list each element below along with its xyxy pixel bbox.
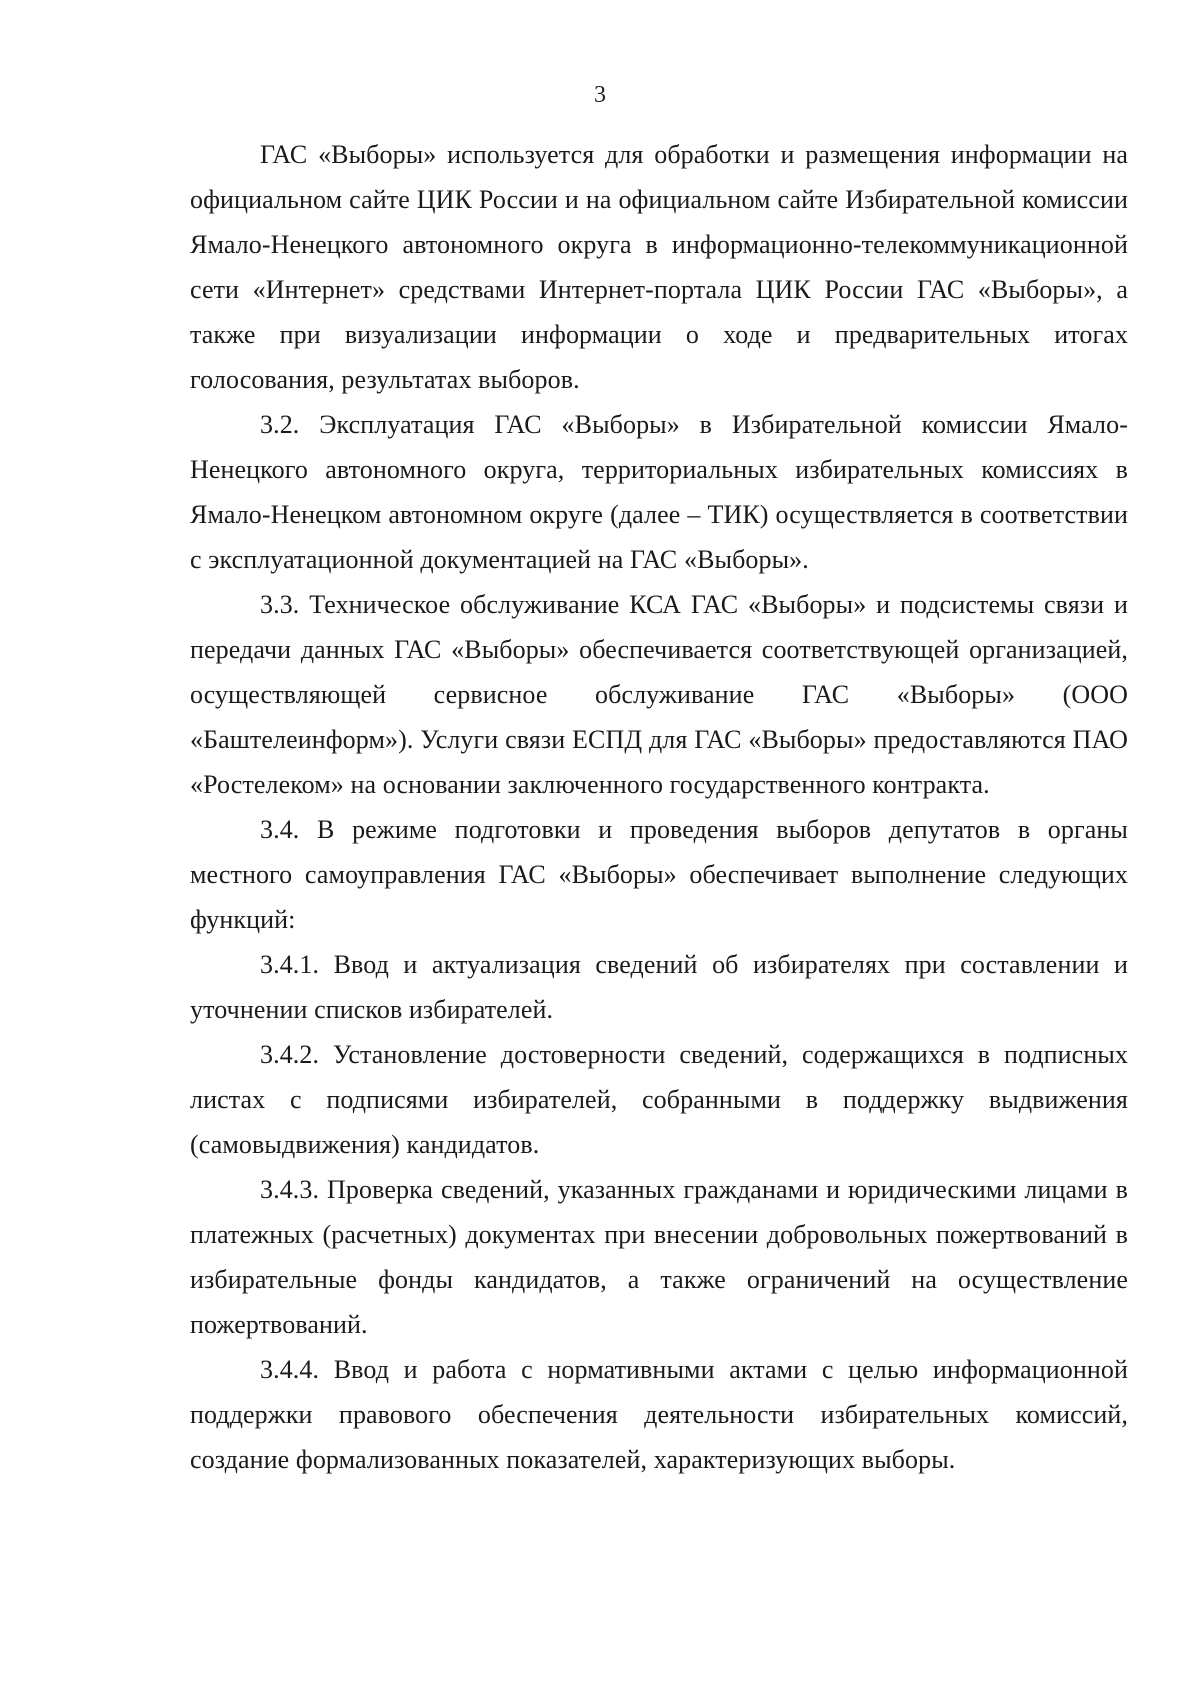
paragraph-gas-usage: ГАС «Выборы» используется для обработки и размещения информации на официальном сайте ЦИК России и на официальном сайте Избирательной комиссии Ямало-Ненецкого автономного округа в информационно-телекоммуникационной сети «Интернет» средствами Интернет-портала ЦИК России ГАС «Выборы», а также при визуализации информации о ходе и предварительных итогах голосования, результатах выборов. — [190, 140, 1128, 394]
paragraph-3-4-1: 3.4.1. Ввод и актуализация сведений об избирателях при составлении и уточнении списков избирателей. — [190, 950, 1128, 1024]
paragraph-3-4-2: 3.4.2. Установление достоверности сведений, содержащихся в подписных листах с подписями избирателей, собранными в поддержку выдвижения (самовыдвижения) кандидатов. — [190, 1040, 1128, 1159]
paragraph-3-2: 3.2. Эксплуатация ГАС «Выборы» в Избирательной комиссии Ямало-Ненецкого автономного округа, территориальных избирательных комиссиях в Ямало-Ненецком автономном округе (далее – ТИК) осуществляется в соответствии с эксплуатационной документацией на ГАС «Выборы». — [190, 410, 1128, 574]
paragraph-3-4-4: 3.4.4. Ввод и работа с нормативными актами с целью информационной поддержки правового обеспечения деятельности избирательных комиссий, создание формализованных показателей, характеризующих выборы. — [190, 1355, 1128, 1474]
paragraph-3-4-3: 3.4.3. Проверка сведений, указанных гражданами и юридическими лицами в платежных (расчетных) документах при внесении добровольных пожертвований в избирательные фонды кандидатов, а также ограничений на осуществление пожертвований. — [190, 1175, 1128, 1339]
document-body — [190, 132, 1128, 1482]
paragraph-3-3: 3.3. Техническое обслуживание КСА ГАС «Выборы» и подсистемы связи и передачи данных ГАС «Выборы» обеспечивается соответствующей организацией, осуществляющей сервисное обслуживание ГАС «Выборы» (ООО «Баштелеинформ»). Услуги связи ЕСПД для ГАС «Выборы» предоставляются ПАО «Ростелеком» на основании заключенного государственного контракта. — [190, 590, 1128, 799]
paragraph-3-4: 3.4. В режиме подготовки и проведения выборов депутатов в органы местного самоуправления ГАС «Выборы» обеспечивает выполнение следующих функций: — [190, 815, 1128, 934]
page-number: 3 — [594, 82, 606, 108]
